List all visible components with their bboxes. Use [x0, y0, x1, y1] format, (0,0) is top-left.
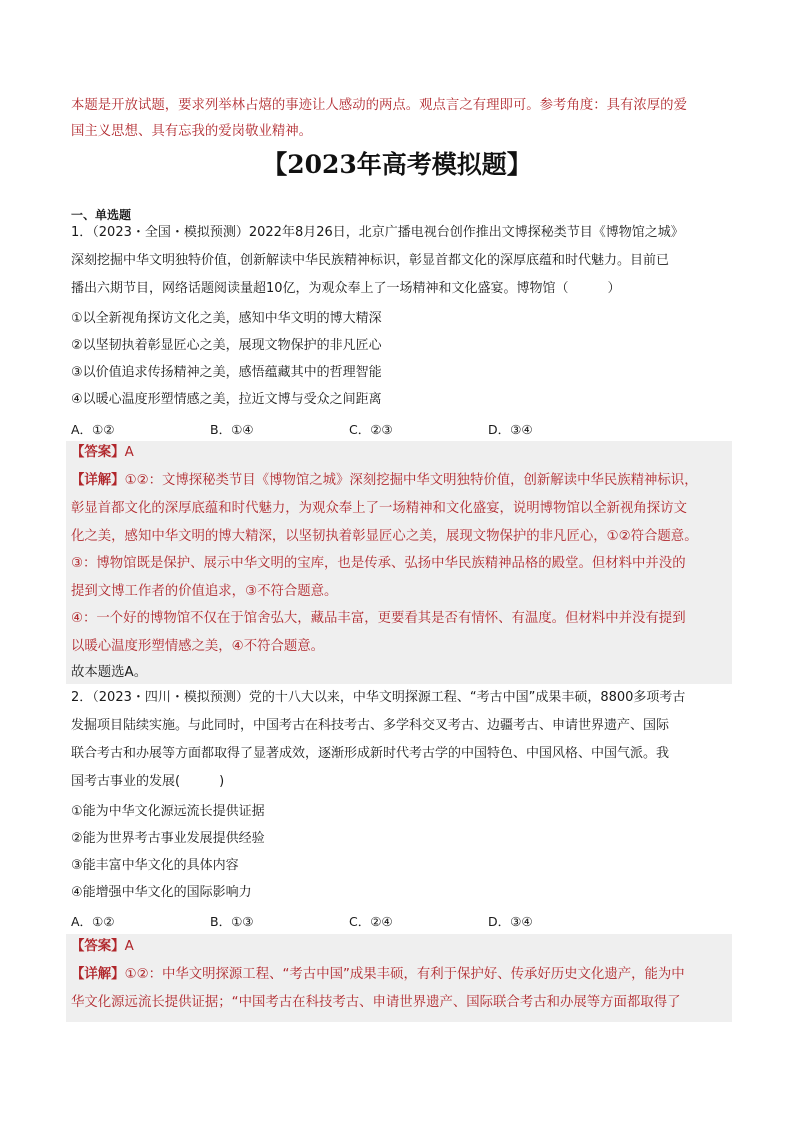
q1-detail-line-7: 以暖心温度形塑情感之美，④不符合题意。 [71, 639, 325, 654]
q1-option-1: ①以全新视角探访文化之美，感知中华文明的博大精深 [71, 311, 382, 326]
q1-option-2: ②以坚韧执着彰显匠心之美，展现文物保护的非凡匠心 [71, 338, 382, 353]
detail-label: 【详解】 [71, 473, 125, 488]
q1-conclusion: 故本题选A。 [71, 665, 148, 680]
q1-stem-line-1: 1．（2023・全国・模拟预测）2022年8月26日，北京广播电视台创作推出文博探秘类节目《博物馆之城》 [71, 225, 684, 240]
q1-detail-line-1: 【详解】①②：文博探秘类节目《博物馆之城》深刻挖掘中华文明独特价值，创新解读中华民族精神标识， [71, 473, 698, 488]
q2-option-2: ②能为世界考古事业发展提供经验 [71, 831, 265, 846]
section-heading: 一、单选题 [71, 208, 132, 222]
q1-detail-line-6: ④：一个好的博物馆不仅在于馆舍弘大，藏品丰富，更要看其是否有情怀、有温度。但材料中并没有提到 [71, 611, 686, 626]
section-title: 【2023年高考模拟题】 [262, 150, 532, 179]
q1-answer [71, 444, 134, 462]
q1-stem-line-3: 播出六期节目，网络话题阅读量超10亿，为观众奉上了一场精神和文化盛宴。博物馆（ ） [71, 281, 621, 296]
q1-detail-line-2: 彰显首都文化的深厚底蕴和时代魅力，为观众奉上了一场精神和文化盛宴，说明博物馆以全新视角探访文 [71, 501, 687, 516]
q1-choice-c[interactable]: C．②③ [349, 422, 393, 437]
q1-stem-line-2: 深刻挖掘中华文明独特价值，创新解读中华民族精神标识，彰显首都文化的深厚底蕴和时代魅力。目前已 [71, 253, 670, 268]
intro-line-1: 本题是开放试题，要求列举林占熺的事迹让人感动的两点。观点言之有理即可。参考角度：具有浓厚的爱 [71, 98, 687, 113]
q2-detail-line-2: 华文化源远流长提供证据；“中国考古在科技考古、申请世界遗产、国际联合考古和办展等方面都取得了 [71, 995, 681, 1010]
q1-option-4: ④以暖心温度形塑情感之美，拉近文博与受众之间距离 [71, 392, 382, 407]
q2-stem-line-3: 联合考古和办展等方面都取得了显著成效，逐渐形成新时代考古学的中国特色、中国风格、中国气派。我 [71, 746, 670, 761]
answer-label: 【答案】 [71, 939, 125, 954]
q1-option-3: ③以价值追求传扬精神之美，感悟蕴藏其中的哲理智能 [71, 365, 382, 380]
answer-label: 【答案】 [71, 445, 125, 460]
q2-choice-c[interactable]: C．②④ [349, 914, 393, 929]
detail-label: 【详解】 [71, 967, 125, 982]
q1-detail-line-4: ③：博物馆既是保护、展示中华文明的宝库，也是传承、弘扬中华民族精神品格的殿堂。但材料中并没的 [71, 556, 686, 571]
q1-detail-line-5: 提到文博工作者的价值追求，③不符合题意。 [71, 584, 338, 599]
q2-detail-line-1: 【详解】①②：中华文明探源工程、“考古中国”成果丰硕，有利于保护好、传承好历史文化遗产，能为中 [71, 967, 685, 982]
q2-option-1: ①能为中华文化源远流长提供证据 [71, 804, 265, 819]
q2-option-3: ③能丰富中华文化的具体内容 [71, 858, 239, 873]
q2-option-4: ④能增强中华文化的国际影响力 [71, 885, 252, 900]
q2-stem-line-4: 国考古事业的发展( ) [71, 774, 225, 789]
q1-choice-b[interactable]: B．①④ [210, 422, 254, 437]
q1-choice-a[interactable]: A．①② [71, 422, 115, 437]
answer-value: A [124, 445, 134, 460]
q1-detail-line-3: 化之美，感知中华文明的博大精深，以坚韧执着彰显匠心之美，展现文物保护的非凡匠心，①②符合题意。 [71, 529, 698, 544]
q2-choices [71, 912, 627, 930]
q1-choice-d[interactable]: D．③④ [488, 422, 533, 437]
q2-choice-d[interactable]: D．③④ [488, 914, 533, 929]
answer-value: A [124, 939, 134, 954]
q2-choice-a[interactable]: A．①② [71, 914, 115, 929]
q2-stem-line-2: 发掘项目陆续实施。与此同时，中国考古在科技考古、多学科交叉考古、边疆考古、申请世界遗产、国际 [71, 718, 670, 733]
q1-choices [71, 420, 627, 438]
q2-answer [71, 938, 134, 956]
q2-stem-line-1: 2．（2023・四川・模拟预测）党的十八大以来，中华文明探源工程、“考古中国”成果丰硕，8800多项考古 [71, 690, 686, 705]
q2-choice-b[interactable]: B．①③ [210, 914, 254, 929]
intro-line-2: 国主义思想、具有忘我的爱岗敬业精神。 [71, 124, 313, 139]
